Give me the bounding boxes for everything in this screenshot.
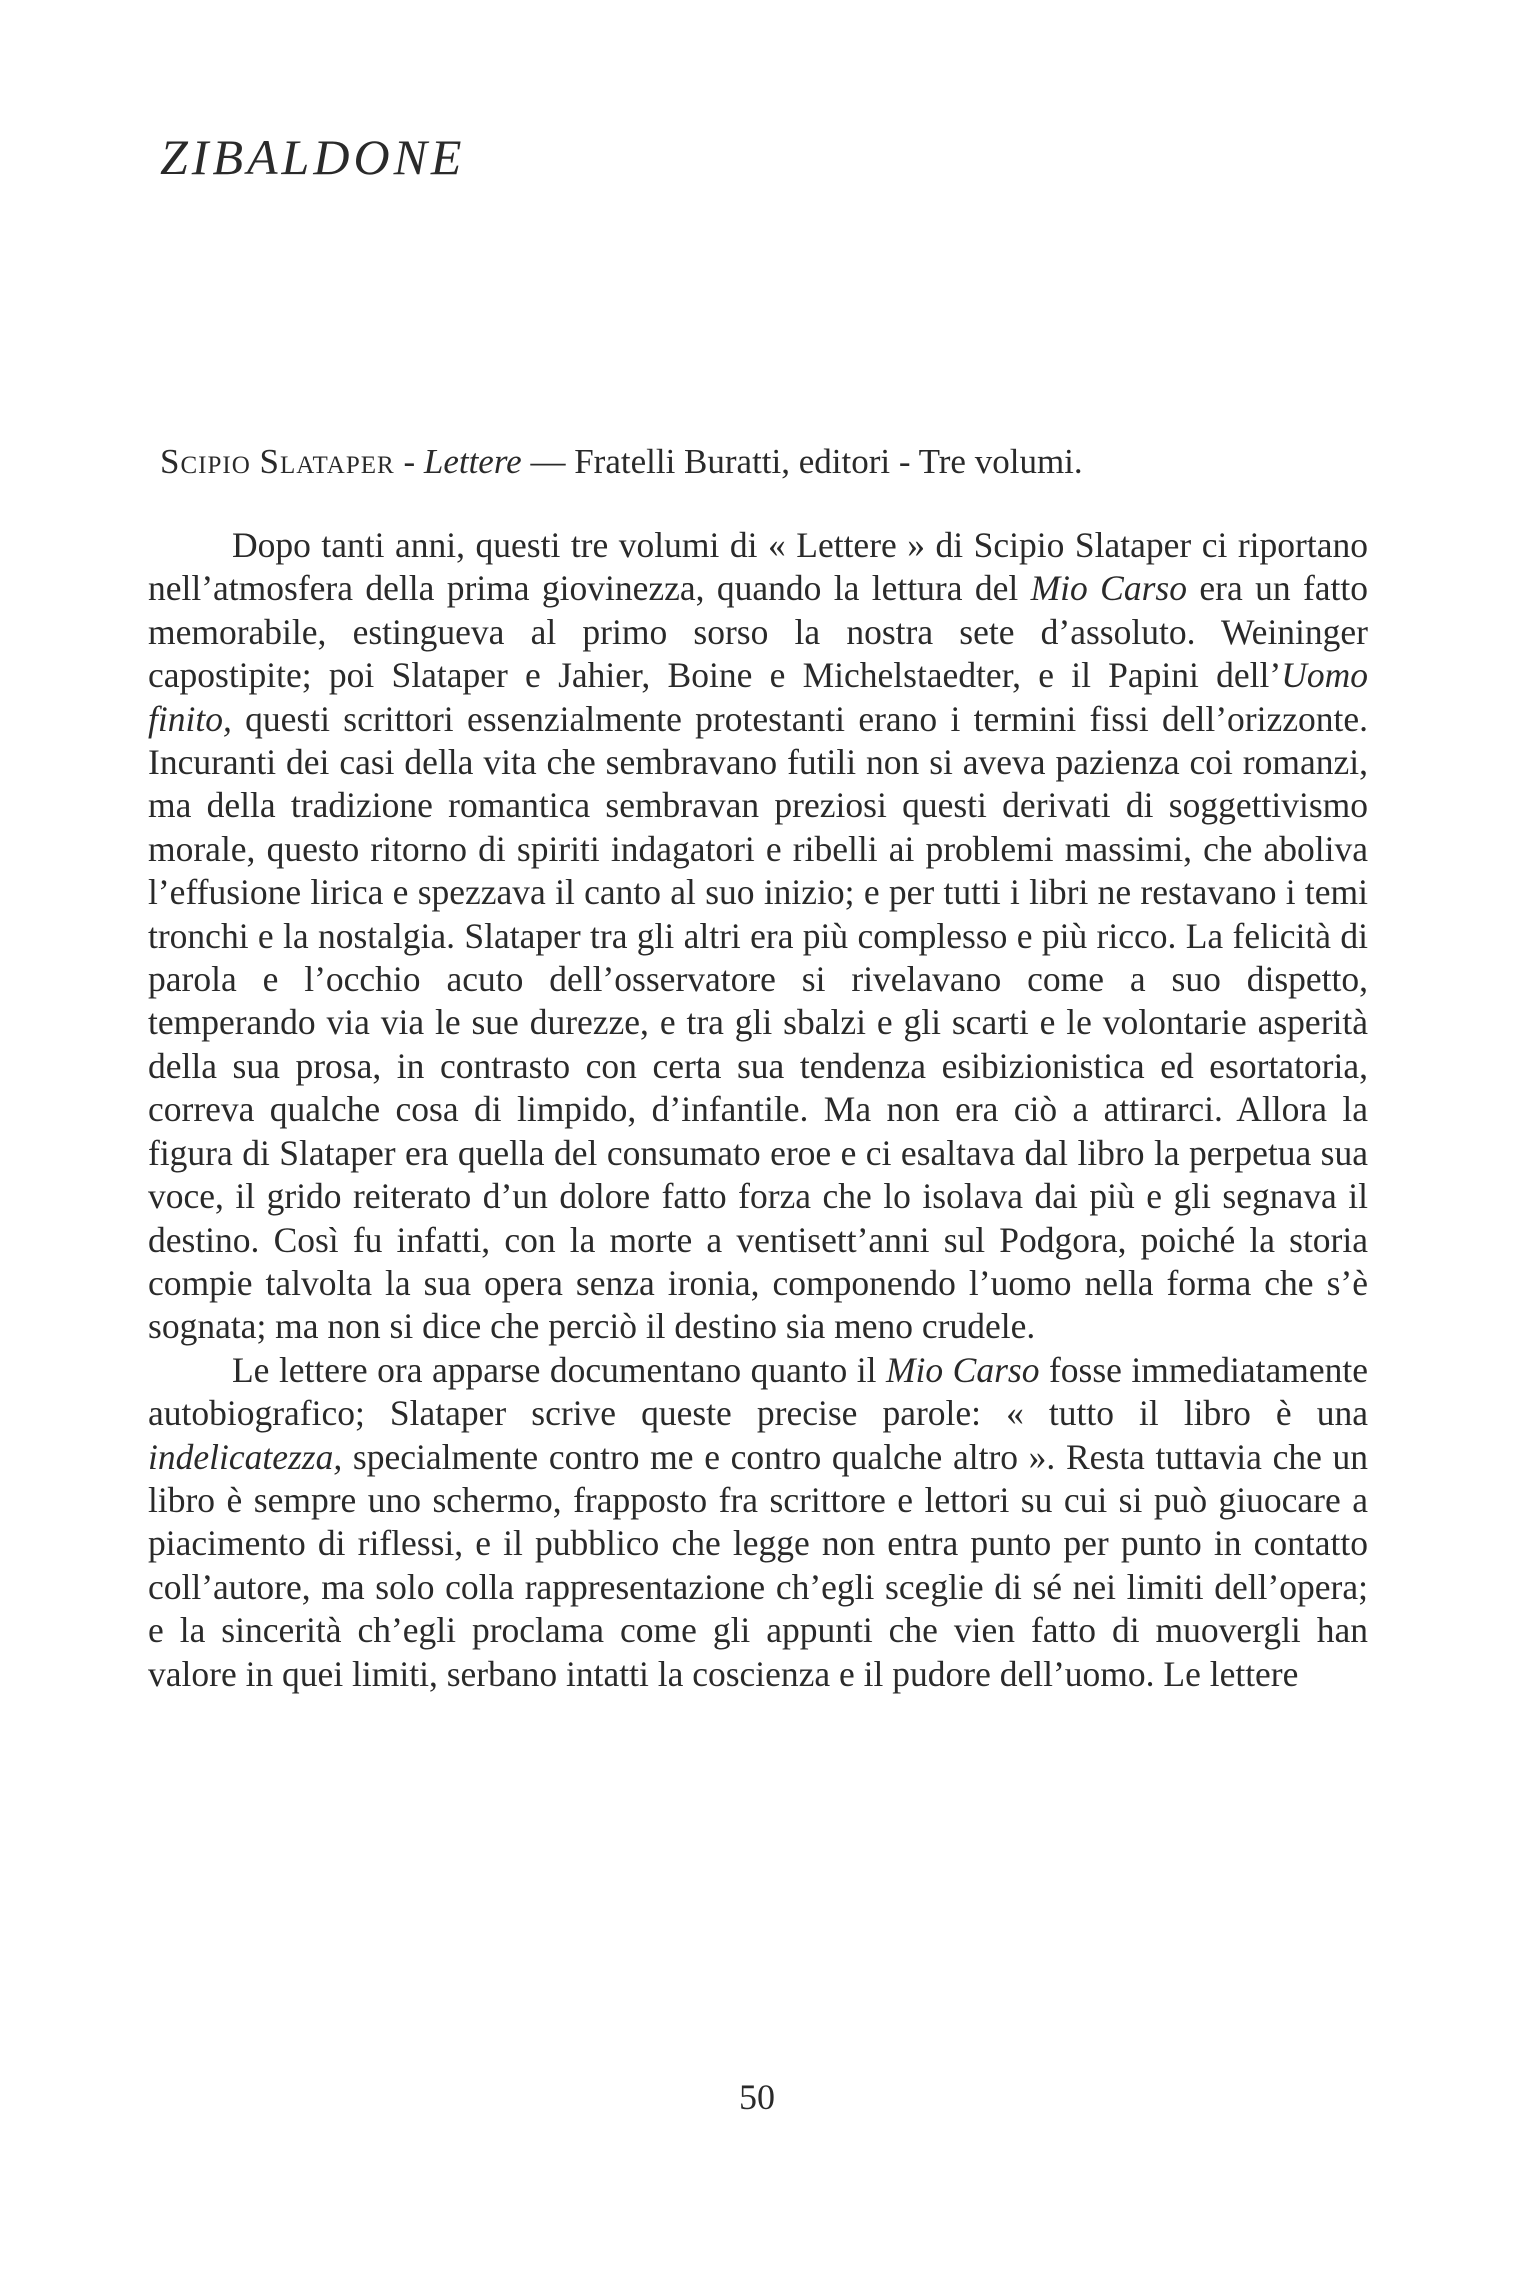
- work-title: Lettere: [423, 442, 522, 481]
- paragraph: [148, 1349, 1368, 1696]
- paragraph: [148, 524, 1368, 1349]
- text-run: fosse immediatamente autobiografico; Slataper scrive queste precise parole: « tutto il libro è una: [148, 1349, 1368, 1434]
- header-separator: -: [394, 442, 424, 481]
- text-run: Dopo tanti anni, questi tre volumi di « Lettere » di Scipio Slataper ci riportano nell’atmosfera della prima giovinezza, quando la lettura del: [148, 525, 1368, 609]
- text-run: era un fatto memorabile, estingueva al primo sorso la nostra sete d’assoluto. Weininger capostipite; poi Slataper e Jahier, Boine e Michelstaedter, e il Papini dell’: [148, 568, 1368, 696]
- italic-text-run: Mio Carso: [1030, 568, 1187, 609]
- review-header: [160, 440, 1370, 484]
- publisher-info: — Fratelli Buratti, editori - Tre volumi.: [521, 442, 1083, 481]
- italic-text-run: Uomo finito,: [148, 655, 1368, 739]
- author-first-name: Scipio: [160, 442, 251, 481]
- author-last-name: Slataper: [259, 442, 395, 481]
- italic-text-run: Mio Carso: [885, 1349, 1040, 1390]
- body-text: [148, 524, 1368, 1696]
- page-number: 50: [739, 2077, 775, 2117]
- section-title: ZIBALDONE: [160, 129, 466, 185]
- text-run: Le lettere ora apparse documentano quanto il: [232, 1349, 886, 1390]
- text-run: specialmente contro me e contro qualche altro ». Resta tuttavia che un libro è sempre uno schermo, frapposto fra scrittore e lettori su cui si può giuocare a piacimento di riflessi, e il pubblico che legge non entra punto per punto in contatto coll’autore, ma solo colla rappresentazione ch’egli sceglie di sé nei limiti dell’opera; e la sincerità ch’egli proclama come gli appunti che vien fatto di muovergli han valore in quei limiti, serbano intatti la coscienza e il pudore dell’uomo. Le lettere: [148, 1436, 1368, 1694]
- text-run: questi scrittori essenzialmente protestanti erano i termini fissi dell’orizzonte. Incuranti dei casi della vita che sembravano futili non si aveva pazienza coi romanzi, ma della tradizione romantica sembravan preziosi questi derivati di soggettivismo morale, questo ritorno di spiriti indagatori e ribelli ai problemi massimi, che aboliva l’effusione lirica e spezzava il canto al suo inizio; e per tutti i libri ne restavano i temi tronchi e la nostalgia. Slataper tra gli altri era più complesso e più ricco. La felicità di parola e l’occhio acuto dell’osservatore si rivelavano come a suo dispetto, temperando via via le sue durezze, e tra gli sbalzi e gli scarti e le volontarie asperità della sua prosa, in contrasto con certa sua tendenza esibizionistica ed esortatoria, correva qualche cosa di limpido, d’infantile. Ma non era ciò a attirarci. Allora la figura di Slataper era quella del consumato eroe e ci esaltava dal libro la perpetua sua voce, il grido reiterato d’un dolore fatto forza che lo isolava dai più e gli segnava il destino. Così fu infatti, con la morte a ventisett’anni sul Podgora, poiché la storia compie talvolta la sua opera senza ironia, componendo l’uomo nella forma che s’è sognata; ma non si dice che perciò il destino sia meno crudele.: [148, 698, 1368, 1347]
- italic-text-run: indelicatezza,: [148, 1436, 343, 1477]
